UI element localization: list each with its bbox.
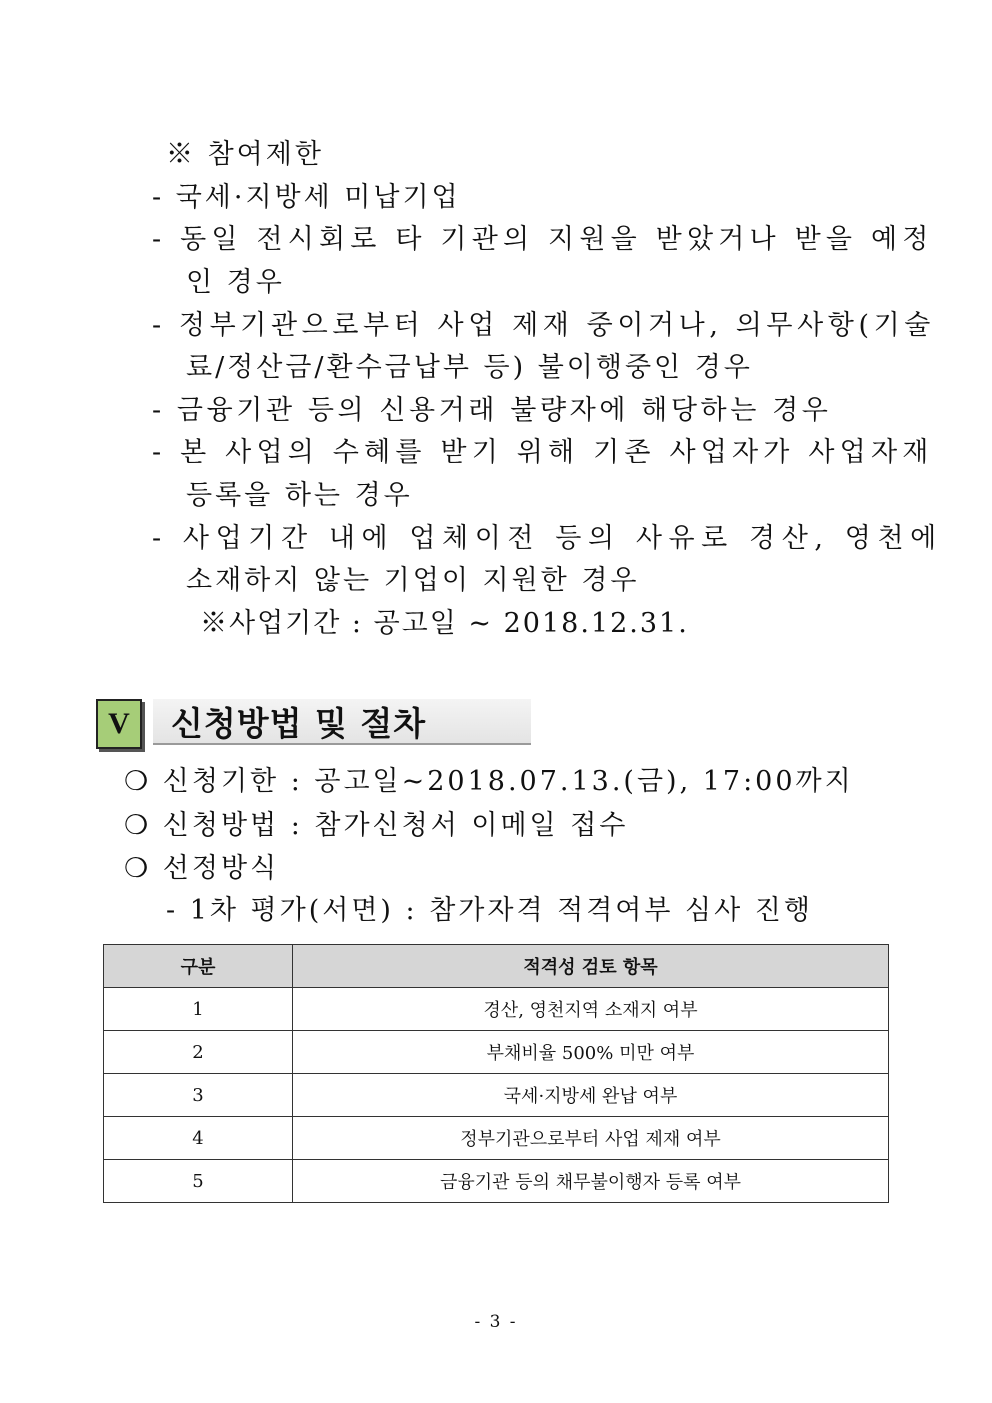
table-row xyxy=(104,1031,889,1074)
restriction-item-3-line-1: - 정부기관으로부터 사업 제재 중이거나, 의무사항(기술 xyxy=(152,310,935,341)
page-number: - 3 - xyxy=(474,1312,518,1332)
section-number-box: V xyxy=(96,699,142,749)
restriction-item-6-line-1: - 사업기간 내에 업체이전 등의 사유로 경산, 영천에 xyxy=(152,523,943,554)
restrictions-title: ※ 참여제한 xyxy=(166,139,324,170)
restriction-item-5-line-2: 등록을 하는 경우 xyxy=(186,480,413,511)
restriction-item-3-line-2: 료/정산금/환수금납부 등) 불이행중인 경우 xyxy=(186,352,753,383)
restriction-item-1: - 국세·지방세 미납기업 xyxy=(152,182,461,213)
bullet-application-deadline: ❍ 신청기한 : 공고일~2018.07.13.(금), 17:00까지 xyxy=(124,766,854,797)
restriction-item-5-line-1: - 본 사업의 수혜를 받기 위해 기존 사업자가 사업자재 xyxy=(152,437,934,468)
row-number: 2 xyxy=(104,1031,293,1074)
restriction-item-2-line-1: - 동일 전시회로 타 기관의 지원을 받았거나 받을 예정 xyxy=(152,224,934,255)
row-criterion: 정부기관으로부터 사업 제재 여부 xyxy=(293,1117,889,1160)
business-period-note: ※사업기간 : 공고일 ~ 2018.12.31. xyxy=(200,608,689,639)
first-evaluation-item: - 1차 평가(서면) : 참가자격 적격여부 심사 진행 xyxy=(166,895,813,926)
restriction-item-6-line-2: 소재하지 않는 기업이 지원한 경우 xyxy=(186,565,640,596)
row-number: 5 xyxy=(104,1160,293,1203)
table-row xyxy=(104,988,889,1031)
section-title: 신청방법 및 절차 xyxy=(153,699,531,745)
restriction-item-2-line-2: 인 경우 xyxy=(186,267,285,298)
criteria-table xyxy=(103,944,889,1203)
table-row xyxy=(104,1074,889,1117)
table-row xyxy=(104,1117,889,1160)
row-criterion: 금융기관 등의 채무불이행자 등록 여부 xyxy=(293,1160,889,1203)
row-number: 3 xyxy=(104,1074,293,1117)
header-review-item: 적격성 검토 항목 xyxy=(293,945,889,988)
table-row xyxy=(104,1160,889,1203)
row-criterion: 국세·지방세 완납 여부 xyxy=(293,1074,889,1117)
row-number: 4 xyxy=(104,1117,293,1160)
row-number: 1 xyxy=(104,988,293,1031)
row-criterion: 부채비율 500% 미만 여부 xyxy=(293,1031,889,1074)
header-category: 구분 xyxy=(104,945,293,988)
bullet-selection-method: ❍ 선정방식 xyxy=(124,853,280,884)
row-criterion: 경산, 영천지역 소재지 여부 xyxy=(293,988,889,1031)
table-header-row xyxy=(104,945,889,988)
restriction-item-4: - 금융기관 등의 신용거래 불량자에 해당하는 경우 xyxy=(152,395,832,426)
bullet-application-method: ❍ 신청방법 : 참가신청서 이메일 접수 xyxy=(124,810,629,841)
